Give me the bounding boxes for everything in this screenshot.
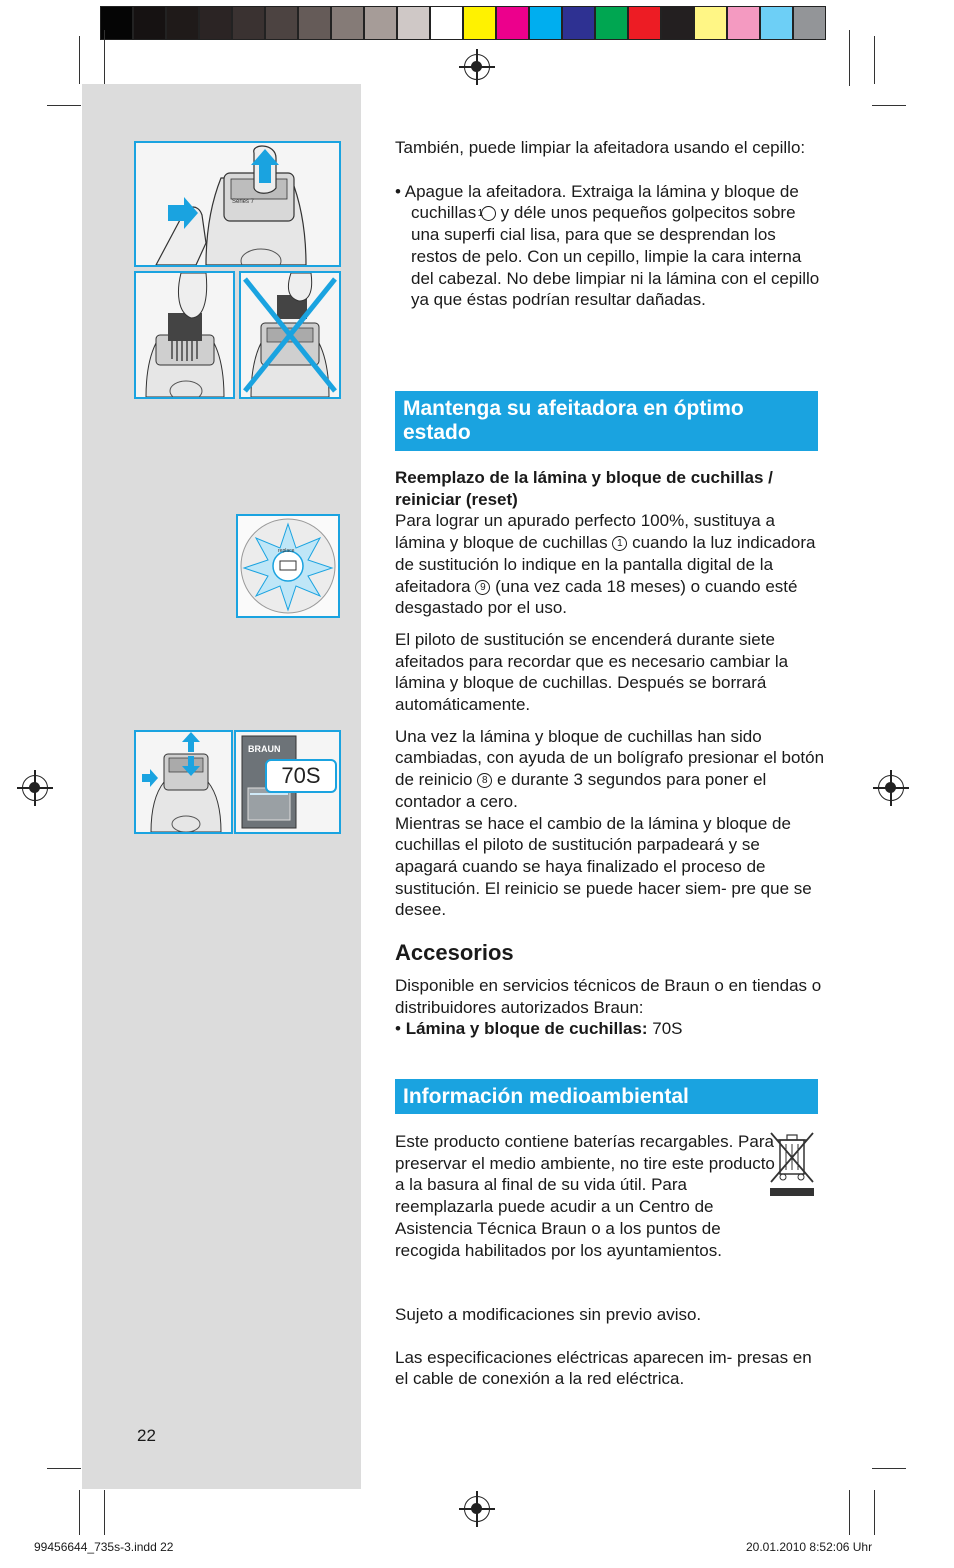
accessory-item: • Lámina y bloque de cuchillas: 70S bbox=[395, 1019, 683, 1039]
footer-file-info: 99456644_735s-3.indd 22 bbox=[34, 1540, 174, 1554]
paragraph-blinking: Mientras se hace el cambio de la lámina y bloque de cuchillas el piloto de sustitución parpadeará y se apagará cuando se haya finalizado el proceso de sustitución. El reinicio se puede hacer siem- pre que se desee. bbox=[395, 813, 812, 920]
disclaimer-paragraph: Sujeto a modificaciones sin previo aviso. bbox=[395, 1305, 702, 1324]
part-number-badge: 9 bbox=[475, 580, 490, 595]
crop-mark bbox=[104, 30, 105, 86]
color-swatch bbox=[694, 6, 727, 40]
color-swatch bbox=[628, 6, 661, 40]
accessory-item-value: 70S bbox=[647, 1019, 683, 1039]
color-swatch bbox=[430, 6, 463, 40]
disclaimer-block bbox=[395, 1304, 825, 1390]
registration-mark bbox=[878, 775, 904, 801]
paragraph-replacement bbox=[395, 510, 825, 619]
intro-block bbox=[395, 137, 825, 311]
footer-timestamp: 20.01.2010 8:52:06 Uhr bbox=[746, 1540, 873, 1554]
paragraph-indicator: El piloto de sustitución se encenderá durante siete afeitados para recordar que es necesario cambiar la lámina y bloque de cuchillas. Después se borrará automáticamente. bbox=[395, 629, 789, 715]
bullet-clean-instructions bbox=[395, 181, 825, 311]
color-swatch bbox=[595, 6, 628, 40]
environment-block bbox=[395, 1131, 775, 1261]
illustration-do-not-brush-foil bbox=[239, 271, 341, 399]
color-swatch bbox=[331, 6, 364, 40]
color-swatch bbox=[166, 6, 199, 40]
color-swatch bbox=[232, 6, 265, 40]
printer-color-bar bbox=[100, 6, 826, 42]
illustration-remove-foil bbox=[134, 141, 341, 267]
color-swatch bbox=[760, 6, 793, 40]
crossed-bin-icon bbox=[768, 1130, 816, 1200]
bullet-text-b: y déle unos pequeños golpecitos sobre una superfi cial lisa, para que se desprendan los restos de pelo. Con un cepillo, limpie la cara interna del cabezal. No debe limpiar ni la lámina con el cepillo ya que éstas podrían resultar dañadas. bbox=[411, 203, 820, 310]
page-number: 22 bbox=[137, 1426, 156, 1445]
p1-text-a: Para lograr un apurado perfecto 100%, sustituya a lámina y bloque de cuchillas bbox=[395, 511, 775, 553]
subheading-replacement: Reemplazo de la lámina y bloque de cuchillas / reiniciar (reset) bbox=[395, 468, 773, 509]
crop-mark bbox=[874, 36, 875, 84]
color-swatch bbox=[463, 6, 496, 40]
series-label: Series 7 bbox=[232, 199, 255, 205]
model-label: 70S bbox=[265, 759, 337, 793]
illustration-insert-cassette bbox=[134, 730, 233, 834]
color-swatch bbox=[397, 6, 430, 40]
environment-paragraph: Este producto contiene baterías recargables. Para preservar el medio ambiente, no tire este producto a la basura al final de su vida útil. Para reemplazarla puede acudir a un Centro de Asistencia Técnica Braun o a los puntos de recogida habilitados por los ayuntamientos. bbox=[395, 1132, 775, 1260]
crop-mark bbox=[849, 1490, 850, 1535]
illustration-70s-package bbox=[234, 730, 341, 834]
crop-mark bbox=[849, 30, 850, 86]
color-swatch bbox=[496, 6, 529, 40]
crop-mark bbox=[874, 1490, 875, 1535]
color-swatch bbox=[727, 6, 760, 40]
heading-accessories: Accesorios bbox=[395, 940, 514, 965]
color-swatch bbox=[793, 6, 826, 40]
color-swatch bbox=[529, 6, 562, 40]
replace-label: replace bbox=[278, 548, 295, 554]
accessories-block bbox=[395, 975, 825, 1040]
color-swatch bbox=[562, 6, 595, 40]
color-swatch bbox=[298, 6, 331, 40]
section1-block bbox=[395, 467, 825, 921]
crop-mark bbox=[47, 105, 81, 106]
p1-text-b: cuando la luz indicadora de sustitución lo indique en la pantalla digital de la afeitadora bbox=[395, 533, 816, 596]
registration-mark bbox=[464, 54, 490, 80]
p3-text-a: Una vez la lámina y bloque de cuchillas han sido cambiadas, con ayuda de un bolígrafo presionar el botón de reinicio bbox=[395, 726, 825, 790]
p1-text-c: (una vez cada 18 meses) o cuando esté desgastado por el uso. bbox=[395, 576, 798, 618]
color-swatch bbox=[364, 6, 397, 40]
intro-paragraph: También, puede limpiar la afeitadora usando el cepillo: bbox=[395, 138, 806, 157]
crop-mark bbox=[79, 1490, 80, 1535]
accessory-item-name: Lámina y bloque de cuchillas: bbox=[405, 1019, 648, 1039]
color-swatch bbox=[661, 6, 694, 40]
section-heading-maintenance: Mantenga su afeitadora en óptimo estado bbox=[395, 391, 818, 451]
registration-mark bbox=[22, 775, 48, 801]
p3-text-b: e durante 3 segundos para poner el contador a cero. bbox=[395, 770, 767, 811]
crop-mark bbox=[872, 105, 906, 106]
bullet-text-a: • Apague la afeitadora. Extraiga la lámina y bloque de cuchillas bbox=[395, 181, 799, 223]
crop-mark bbox=[47, 1468, 81, 1469]
registration-mark bbox=[464, 1496, 490, 1522]
paragraph-reset bbox=[395, 726, 825, 813]
electrical-paragraph: Las especificaciones eléctricas aparecen im- presas en el cable de conexión a la red eléctrica. bbox=[395, 1347, 812, 1389]
illustration-replace-indicator bbox=[236, 514, 340, 618]
braun-logo-text: BRAUN bbox=[248, 744, 281, 754]
color-swatch bbox=[133, 6, 166, 40]
crop-mark bbox=[79, 36, 80, 84]
section-heading-environment: Información medioambiental bbox=[395, 1079, 818, 1114]
color-swatch bbox=[265, 6, 298, 40]
crop-mark bbox=[104, 1490, 105, 1535]
accessories-paragraph: Disponible en servicios técnicos de Braun o en tiendas o distribuidores autorizados Braun: bbox=[395, 976, 822, 1017]
part-number-badge: 1 bbox=[612, 536, 627, 551]
part-number-badge: 1 bbox=[481, 206, 496, 221]
color-swatch bbox=[199, 6, 232, 40]
illustration-brush-inside bbox=[134, 271, 235, 399]
crop-mark bbox=[872, 1468, 906, 1469]
part-number-badge: 8 bbox=[477, 773, 492, 788]
